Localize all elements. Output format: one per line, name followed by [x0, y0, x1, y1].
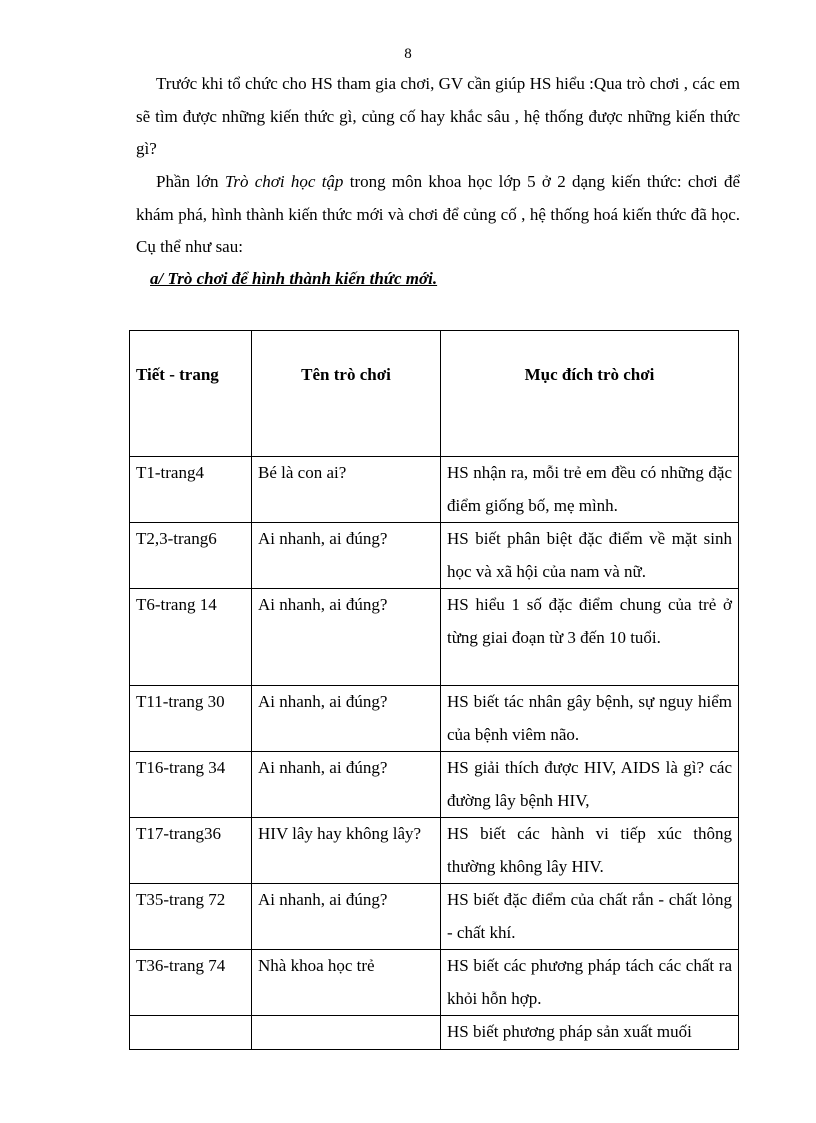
cell-lesson-page	[130, 1016, 252, 1050]
cell-game-name: Ai nhanh, ai đúng?	[252, 884, 441, 950]
cell-game-purpose: HS biết các phương pháp tách các chất ra khỏi hỗn hợp.	[441, 950, 739, 1016]
table-row	[130, 818, 739, 884]
cell-game-purpose: HS biết phân biệt đặc điểm về mặt sinh học và xã hội của nam và nữ.	[441, 523, 739, 589]
table-row	[130, 589, 739, 686]
cell-game-purpose: HS biết phương pháp sản xuất muối	[441, 1016, 739, 1050]
cell-lesson-page: T36-trang 74	[130, 950, 252, 1016]
cell-lesson-page: T17-trang36	[130, 818, 252, 884]
cell-lesson-page: T11-trang 30	[130, 686, 252, 752]
cell-game-name: Ai nhanh, ai đúng?	[252, 589, 441, 686]
cell-lesson-page: T6-trang 14	[130, 589, 252, 686]
cell-game-name: Bé là con ai?	[252, 457, 441, 523]
cell-game-name: Ai nhanh, ai đúng?	[252, 752, 441, 818]
cell-game-purpose: HS biết đặc điểm của chất rắn - chất lỏng - chất khí.	[441, 884, 739, 950]
games-table	[129, 330, 739, 1050]
cell-lesson-page: T35-trang 72	[130, 884, 252, 950]
cell-game-name: Nhà khoa học trẻ	[252, 950, 441, 1016]
header-game-purpose: Mục đích trò chơi	[441, 331, 739, 457]
section-heading: a/ Trò chơi để hình thành kiến thức mới.	[150, 269, 438, 288]
cell-game-purpose: HS giải thích được HIV, AIDS là gì? các đường lây bệnh HIV,	[441, 752, 739, 818]
intro-paragraph-text: Trước khi tổ chức cho HS tham gia chơi, GV cần giúp HS hiểu :Qua trò chơi , các em sẽ tìm được những kiến thức gì, củng cố hay khắc sâu , hệ thống được những kiến thức gì?	[136, 74, 740, 158]
cell-game-purpose: HS hiểu 1 số đặc điểm chung của trẻ ở từng giai đoạn từ 3 đến 10 tuổi.	[441, 589, 739, 686]
cell-game-name: HIV lây hay không lây?	[252, 818, 441, 884]
table-header-row	[130, 331, 739, 457]
table-row	[130, 950, 739, 1016]
table-row	[130, 523, 739, 589]
header-game-name: Tên trò chơi	[252, 331, 441, 457]
cell-lesson-page: T16-trang 34	[130, 752, 252, 818]
table-row	[130, 686, 739, 752]
cell-game-name: Ai nhanh, ai đúng?	[252, 686, 441, 752]
table-row	[130, 1016, 739, 1050]
cell-game-name	[252, 1016, 441, 1050]
cell-game-purpose: HS biết tác nhân gây bệnh, sự nguy hiểm của bệnh viêm não.	[441, 686, 739, 752]
game-types-text-end: trong môn khoa học lớp 5 ở 2 dạng kiến thức: chơi để khám phá, hình thành kiến thức mới và chơi để củng cố , hệ thống hoá kiến thức đã học. Cụ thể như sau:	[136, 172, 740, 256]
table-row	[130, 752, 739, 818]
header-lesson-page: Tiết - trang	[130, 331, 252, 457]
page-number: 8	[404, 46, 412, 62]
cell-lesson-page: T1-trang4	[130, 457, 252, 523]
game-types-italic-term: Trò chơi học tập	[224, 172, 344, 191]
table-row	[130, 457, 739, 523]
cell-game-purpose: HS nhận ra, mỗi trẻ em đều có những đặc điểm giống bố, mẹ mình.	[441, 457, 739, 523]
game-types-text-start: Phần lớn	[156, 172, 225, 191]
game-types-paragraph	[136, 166, 740, 264]
cell-game-purpose: HS biết các hành vi tiếp xúc thông thường không lây HIV.	[441, 818, 739, 884]
cell-lesson-page: T2,3-trang6	[130, 523, 252, 589]
table-row	[130, 884, 739, 950]
intro-paragraph	[136, 68, 740, 166]
cell-game-name: Ai nhanh, ai đúng?	[252, 523, 441, 589]
